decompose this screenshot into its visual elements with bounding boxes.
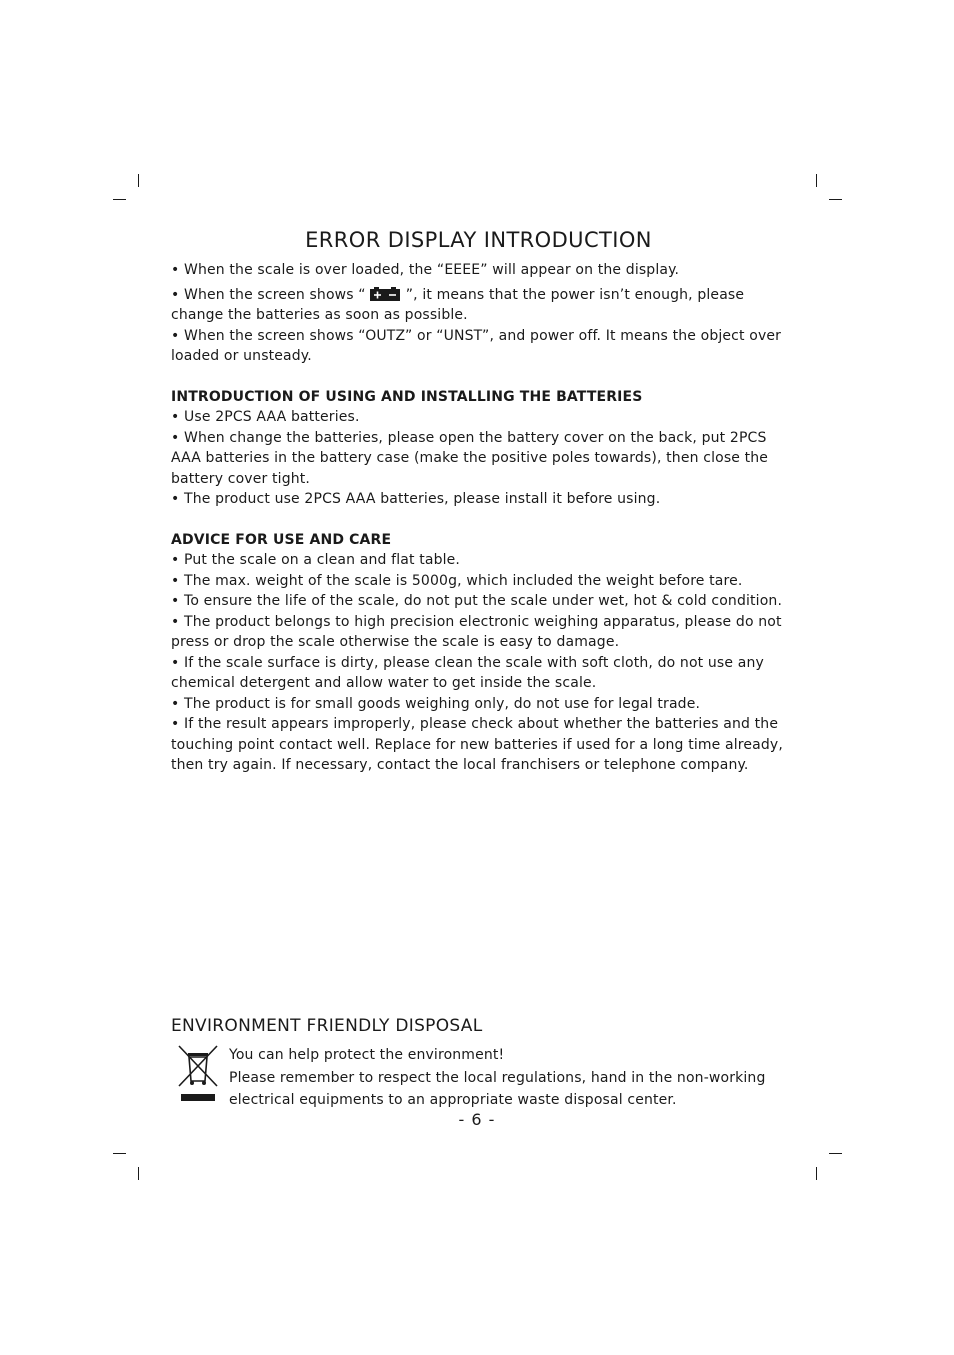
crop-mark xyxy=(138,174,139,187)
crop-mark xyxy=(113,199,126,200)
page-title: ERROR DISPLAY INTRODUCTION xyxy=(305,228,652,252)
care-section-title: ADVICE FOR USE AND CARE xyxy=(171,531,392,548)
low-battery-text-before: • When the screen shows “ xyxy=(171,286,366,303)
list-item: • When change the batteries, please open the battery cover on the back, put 2PCS AAA batteries in the battery case (make the positive poles towards), then close the battery cover tight. xyxy=(171,429,769,487)
list-item: • The product belongs to high precision electronic weighing apparatus, please do not press or drop the scale otherwise the scale is easy to damage. xyxy=(171,613,782,650)
crop-mark xyxy=(829,199,842,200)
error-item-overload: • When the scale is over loaded, the “EEEE” will appear on the display. xyxy=(171,262,680,278)
low-battery-text-after: ”, it means that the power isn’t enough, please change the batteries as soon as possible. xyxy=(171,286,745,323)
crop-mark xyxy=(113,1153,126,1154)
disposal-line-1: You can help protect the environment! xyxy=(229,1047,505,1063)
crop-mark xyxy=(816,174,817,187)
list-item: • To ensure the life of the scale, do not put the scale under wet, hot & cold condition. xyxy=(171,593,783,609)
crop-mark xyxy=(816,1167,817,1180)
error-item-low-battery xyxy=(171,285,786,326)
disposal-line-2: Please remember to respect the local regulations, hand in the non-working electrical equipments to an appropriate waste disposal center. xyxy=(229,1069,766,1108)
battery-low-icon xyxy=(370,287,400,301)
list-item: • The product use 2PCS AAA batteries, please install it before using. xyxy=(171,491,661,507)
manual-content xyxy=(171,226,786,776)
disposal-section xyxy=(171,1014,786,1112)
list-item: • If the result appears improperly, please check about whether the batteries and the touching point contact well. Replace for new batteries if used for a long time already, then try again. If necessary, contact the local franchisers or telephone company. xyxy=(171,716,783,773)
crop-mark xyxy=(138,1167,139,1180)
crossed-out-wheelie-bin-icon xyxy=(171,1044,229,1112)
list-item: • Put the scale on a clean and flat table. xyxy=(171,552,461,568)
disposal-section-title: ENVIRONMENT FRIENDLY DISPOSAL xyxy=(171,1016,483,1036)
list-item: • The max. weight of the scale is 5000g, which included the weight before tare. xyxy=(171,572,743,589)
list-item: • If the scale surface is dirty, please clean the scale with soft cloth, do not use any chemical detergent and allow water to get inside the scale. xyxy=(171,654,764,691)
list-item: • Use 2PCS AAA batteries. xyxy=(171,409,360,425)
page-number: - 6 - xyxy=(458,1110,496,1129)
list-item: • The product is for small goods weighing only, do not use for legal trade. xyxy=(171,695,701,712)
error-item-outz-unst: • When the screen shows “OUTZ” or “UNST”, and power off. It means the object over loaded or unsteady. xyxy=(171,327,782,364)
disposal-body xyxy=(171,1044,786,1112)
battery-section-title: INTRODUCTION OF USING AND INSTALLING THE BATTERIES xyxy=(171,388,643,405)
crop-mark xyxy=(829,1153,842,1154)
disposal-text xyxy=(229,1044,786,1112)
